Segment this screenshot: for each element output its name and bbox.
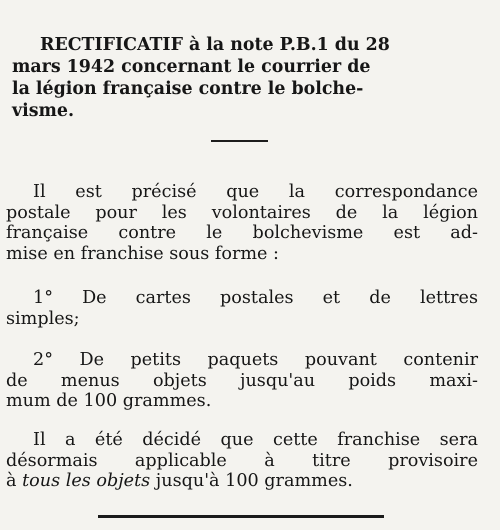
- paragraph-line: désormais applicable à titre provisoire: [6, 450, 478, 471]
- line-suffix: jusqu'à 100 grammes.: [150, 471, 353, 491]
- short-separator-rule: [211, 140, 268, 142]
- line-prefix: à: [6, 471, 23, 491]
- paragraph-item-1: [6, 288, 478, 329]
- heading-line-4: visme.: [12, 101, 75, 121]
- heading-line-1: [12, 34, 478, 56]
- long-separator-rule: [98, 515, 384, 518]
- paragraph-line: 2° De petits paquets pouvant contenir: [33, 350, 478, 370]
- notice-heading: [12, 34, 478, 122]
- heading-line-3: la légion française contre le bolche-: [12, 79, 364, 99]
- paragraph-line: mise en franchise sous forme :: [6, 243, 279, 264]
- paragraph-item-2: [6, 350, 478, 412]
- paragraph-line: [6, 471, 478, 492]
- heading-line-1-rest: à la note P.B.1 du 28: [182, 35, 390, 55]
- paragraph-line: française contre le bolchevisme est ad-: [6, 223, 478, 243]
- paragraph-line: Il a été décidé que cette franchise sera: [33, 430, 478, 450]
- paragraph-line: Il est précisé que la correspondance: [33, 182, 478, 202]
- paragraph-line: de menus objets jusqu'au poids maxi-: [6, 370, 478, 391]
- paragraph-line: postale pour les volontaires de la légion: [6, 202, 478, 223]
- heading-lead: RECTIFICATIF: [40, 35, 183, 55]
- paragraph-decision: [6, 430, 478, 492]
- paragraph-correspondence: [6, 182, 478, 264]
- emphasis-text: tous les objets: [22, 471, 151, 491]
- paragraph-line: 1° De cartes postales et de lettres: [33, 288, 478, 308]
- paragraph-line: mum de 100 grammes.: [6, 391, 212, 411]
- heading-line-2: mars 1942 concernant le courrier de: [12, 57, 371, 77]
- paragraph-line: simples;: [6, 308, 80, 329]
